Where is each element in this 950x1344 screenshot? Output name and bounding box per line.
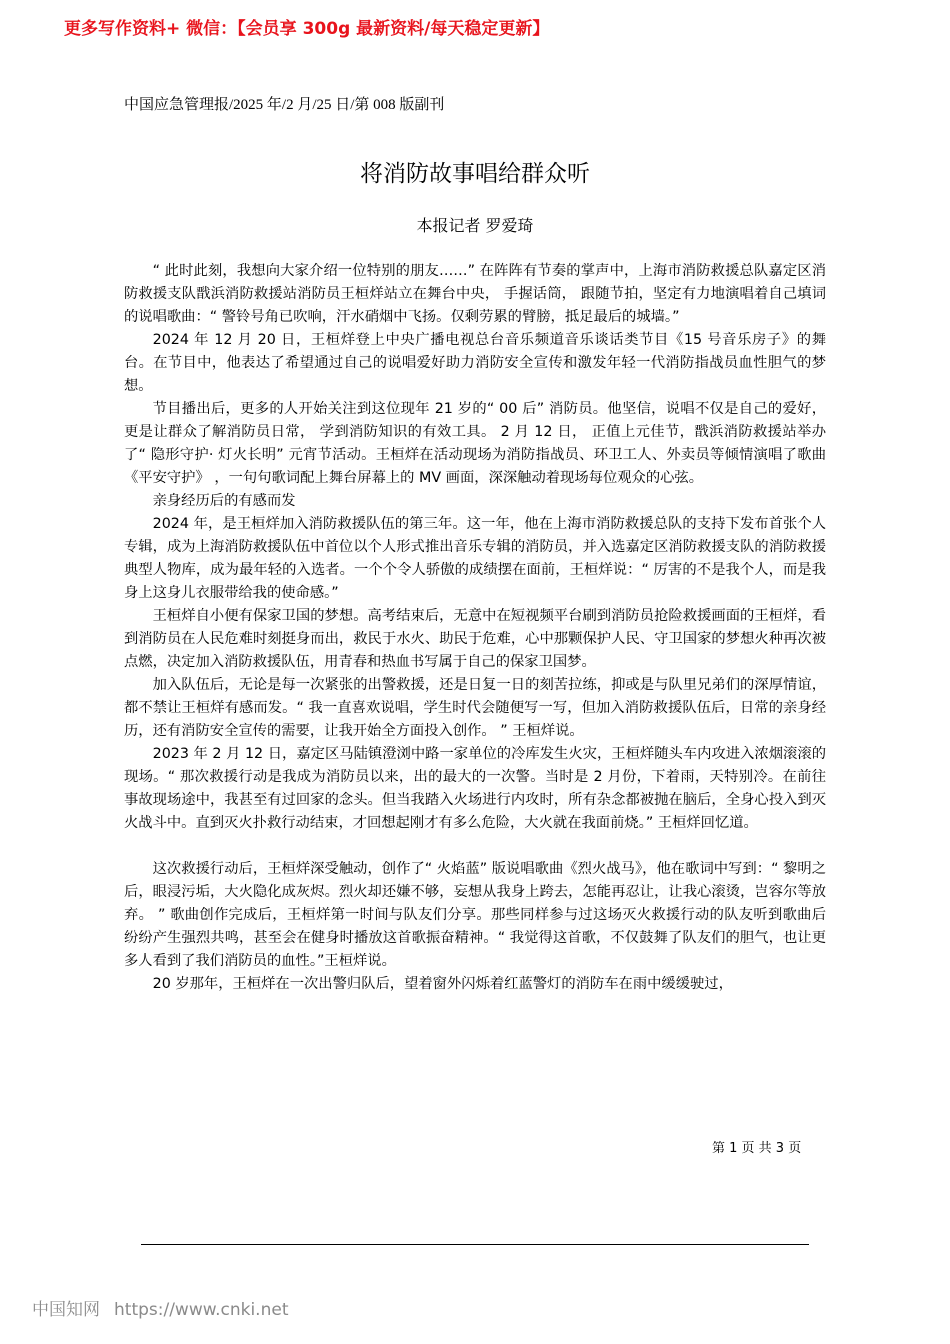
paragraph: 2023 年 2 月 12 日，嘉定区马陆镇澄浏中路一家单位的冷库发生火灾，王桓烊随头车内攻进入浓烟滚滚的现场。“ 那次救援行动是我成为消防员以来，出的最大的一次警。当时是 2 月份，下着雨，天特别冷。在前往事故现场途中，我甚至有过回家的念头。但当我踏入火场进行内攻时，所有杂念都被抛在脑后，全身心投入到灭火战斗中。直到灭火扑救行动结束，才回想起刚才有多么危险，大火就在我面前烧。” 王桓烊回忆道。 [124, 746, 826, 831]
source-citation: 中国应急管理报/2025 年/2 月/25 日/第 008 版副刊 [124, 97, 445, 113]
paragraph: 王桓烊自小便有保家卫国的梦想。高考结束后，无意中在短视频平台刷到消防员抢险救援画面的王桓烊，看到消防员在人民危难时刻挺身而出，救民于水火、助民于危难，心中那颗保护人民、守卫国家的梦想火种再次被点燃，决定加入消防救援队伍，用青春和热血书写属于自己的保家卫国梦。 [124, 608, 826, 670]
watermark-brand: 中国知网 [32, 1300, 100, 1320]
section-heading: 亲身经历后的有感而发 [152, 493, 296, 509]
promo-banner: 更多写作资料+ 微信：【会员享 300g 最新资料/每天稳定更新】 [64, 19, 550, 39]
paragraph: 2024 年 12 月 20 日，王桓烊登上中央广播电视总台音乐频道音乐谈话类节目《15 号音乐房子》的舞台。在节目中，他表达了希望通过自己的说唱爱好助力消防安全宣传和激发年轻一代消防指战员血性胆气的梦想。 [124, 332, 826, 394]
page-number: 第 1 页 共 3 页 [712, 1141, 802, 1156]
paragraph: 这次救援行动后，王桓烊深受触动，创作了“ 火焰蓝” 版说唱歌曲《烈火战马》，他在歌词中写到：“ 黎明之后，眼浸污垢，大火隐化成灰烬。烈火却还嫌不够，妄想从我身上跨去，怎能再忍让，让我心滚烫，岂容尔等放弃。 ” 歌曲创作完成后，王桓烊第一时间与队友们分享。那些同样参与过这场灭火救援行动的队友听到歌曲后纷纷产生强烈共鸣，甚至会在健身时播放这首歌振奋精神。“ 我觉得这首歌，不仅鼓舞了队友们的胆气，也让更多人看到了我们消防员的血性。”王桓烊说。 [124, 861, 826, 969]
byline: 本报记者 罗爱琦 [416, 216, 534, 235]
paragraph: “ 此时此刻，我想向大家介绍一位特别的朋友……” 在阵阵有节奏的掌声中，上海市消防救援总队嘉定区消防救援支队戬浜消防救援站消防员王桓烊站立在舞台中央， 手握话筒， 跟随节拍，坚定有力地演唱着自己填词的说唱歌曲：“ 警铃号角已吹响，汗水硝烟中飞扬。仅剩劳累的臂膀，抵足最后的城墙。” [124, 263, 826, 325]
paragraph: 节目播出后，更多的人开始关注到这位现年 21 岁的“ 00 后” 消防员。他坚信，说唱不仅是自己的爱好， 更是让群众了解消防员日常， 学到消防知识的有效工具。 2 月 12 日， 正值上元佳节，戬浜消防救援站举办了“ 隐形守护· 灯火长明” 元宵节活动。王桓烊在活动现场为消防指战员、环卫工人、外卖员等倾情演唱了歌曲《平安守护》 ，一句句歌词配上舞台屏幕上的 MV 画面，深深触动着现场每位观众的心弦。 [124, 401, 826, 486]
article-body [124, 260, 826, 996]
watermark-url: https://www.cnki.net [114, 1300, 289, 1320]
watermark [32, 1295, 302, 1320]
article-title: 将消防故事唱给群众听 [360, 161, 590, 187]
footer-divider [141, 1244, 809, 1245]
paragraph: 加入队伍后，无论是每一次紧张的出警救援，还是日复一日的刻苦拉练，抑或是与队里兄弟们的深厚情谊，都不禁让王桓烊有感而发。“ 我一直喜欢说唱，学生时代会随便写一写，但加入消防救援队伍后，日常的亲身经历，还有消防安全宣传的需要，让我开始全方面投入创作。 ” 王桓烊说。 [124, 677, 826, 739]
paragraph: 20 岁那年，王桓烊在一次出警归队后，望着窗外闪烁着红蓝警灯的消防车在雨中缓缓驶过， [152, 976, 733, 992]
paragraph: 2024 年，是王桓烊加入消防救援队伍的第三年。这一年，他在上海市消防救援总队的支持下发布首张个人专辑，成为上海消防救援队伍中首位以个人形式推出音乐专辑的消防员，并入选嘉定区消防救援支队的消防救援典型人物库，成为最年轻的入选者。一个个令人骄傲的成绩摆在面前，王桓烊说：“ 厉害的不是我个人，而是我身上这身儿衣服带给我的使命感。” [124, 516, 826, 601]
